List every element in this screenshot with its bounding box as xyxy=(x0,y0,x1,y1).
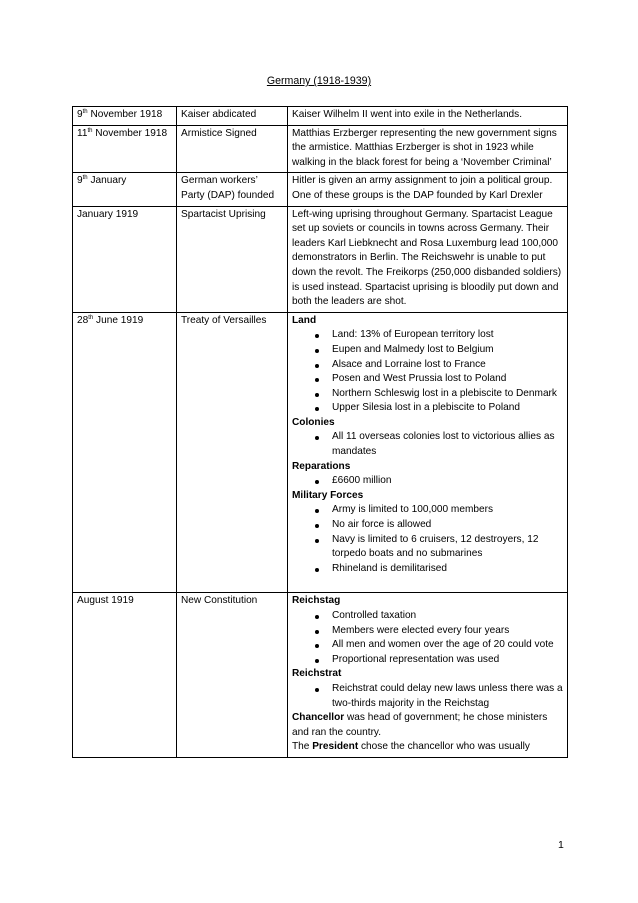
event-cell: New Constitution xyxy=(177,593,288,758)
details-cell: Hitler is given an army assignment to join a political group. One of these groups is the DAP founded by Karl Drexler xyxy=(288,173,568,206)
date-cell: August 1919 xyxy=(73,593,177,758)
list-item: Reichstrat could delay new laws unless there was a two-thirds majority in the Reichstag xyxy=(332,682,563,711)
list-item: Upper Silesia lost in a plebiscite to Poland xyxy=(332,401,563,416)
details-cell: Kaiser Wilhelm II went into exile in the Netherlands. xyxy=(288,107,568,126)
table-row xyxy=(73,125,568,173)
list-item: All men and women over the age of 20 could vote xyxy=(332,638,563,653)
list-item: £6600 million xyxy=(332,474,563,489)
page-title: Germany (1918-1939) xyxy=(266,75,372,87)
event-cell: German workers’ Party (DAP) founded xyxy=(177,173,288,206)
section-heading: Military Forces xyxy=(292,489,364,501)
date-cell: 28th June 1919 xyxy=(73,312,177,593)
event-cell: Spartacist Uprising xyxy=(177,206,288,312)
event-cell: Treaty of Versailles xyxy=(177,312,288,593)
bullet-list xyxy=(292,430,563,459)
list-item: Land: 13% of European territory lost xyxy=(332,328,563,343)
list-item: Northern Schleswig lost in a plebiscite to Denmark xyxy=(332,387,563,402)
section-heading: Colonies xyxy=(292,416,335,428)
table-row xyxy=(73,107,568,126)
list-item: Alsace and Lorraine lost to France xyxy=(332,358,563,373)
list-item: Eupen and Malmedy lost to Belgium xyxy=(332,343,563,358)
section-heading: Reichstag xyxy=(292,595,341,607)
date-cell: January 1919 xyxy=(73,206,177,312)
event-cell: Kaiser abdicated xyxy=(177,107,288,126)
date-cell: 9th November 1918 xyxy=(73,107,177,126)
bullet-list xyxy=(292,328,563,416)
section-heading: Reparations xyxy=(292,460,351,472)
chancellor-text: Chancellor was head of government; he chose ministers and ran the country. xyxy=(292,712,548,738)
date-cell: 9th January xyxy=(73,173,177,206)
list-item: Controlled taxation xyxy=(332,609,563,624)
page-number: 1 xyxy=(558,839,564,851)
bullet-list xyxy=(292,474,563,489)
president-text: The President chose the chancellor who was usually xyxy=(292,741,530,753)
table-row xyxy=(73,206,568,312)
bullet-list xyxy=(292,503,563,576)
timeline-table xyxy=(72,106,568,758)
table-row xyxy=(73,593,568,758)
list-item: Rhineland is demilitarised xyxy=(332,562,563,577)
list-item: Navy is limited to 6 cruisers, 12 destroyers, 12 torpedo boats and no submarines xyxy=(332,533,563,562)
details-cell xyxy=(288,312,568,593)
details-cell: Left-wing uprising throughout Germany. Spartacist League set up soviets or councils in towns across Germany. Their leaders Karl Liebknecht and Rosa Luxemburg lead 100,000 demonstrators in Berlin. The Reichswehr is unable to put down the revolt. The Freikorps (250,000 disbanded soldiers) is used instead. Spartacist uprising is bloodily put down and both the leaders are shot. xyxy=(288,206,568,312)
event-cell: Armistice Signed xyxy=(177,125,288,173)
details-cell: Matthias Erzberger representing the new government signs the armistice. Matthias Erzberger is shot in 1923 while walking in the black forest for being a ‘November Criminal’ xyxy=(288,125,568,173)
bullet-list xyxy=(292,682,563,711)
table-row xyxy=(73,312,568,593)
section-heading: Land xyxy=(292,314,317,326)
bullet-list xyxy=(292,609,563,667)
list-item: All 11 overseas colonies lost to victorious allies as mandates xyxy=(332,430,563,459)
list-item: Posen and West Prussia lost to Poland xyxy=(332,372,563,387)
date-cell: 11th November 1918 xyxy=(73,125,177,173)
list-item: Army is limited to 100,000 members xyxy=(332,503,563,518)
table-row xyxy=(73,173,568,206)
list-item: Members were elected every four years xyxy=(332,624,563,639)
section-heading: Reichstrat xyxy=(292,668,342,680)
list-item: Proportional representation was used xyxy=(332,653,563,668)
details-cell xyxy=(288,593,568,758)
list-item: No air force is allowed xyxy=(332,518,563,533)
